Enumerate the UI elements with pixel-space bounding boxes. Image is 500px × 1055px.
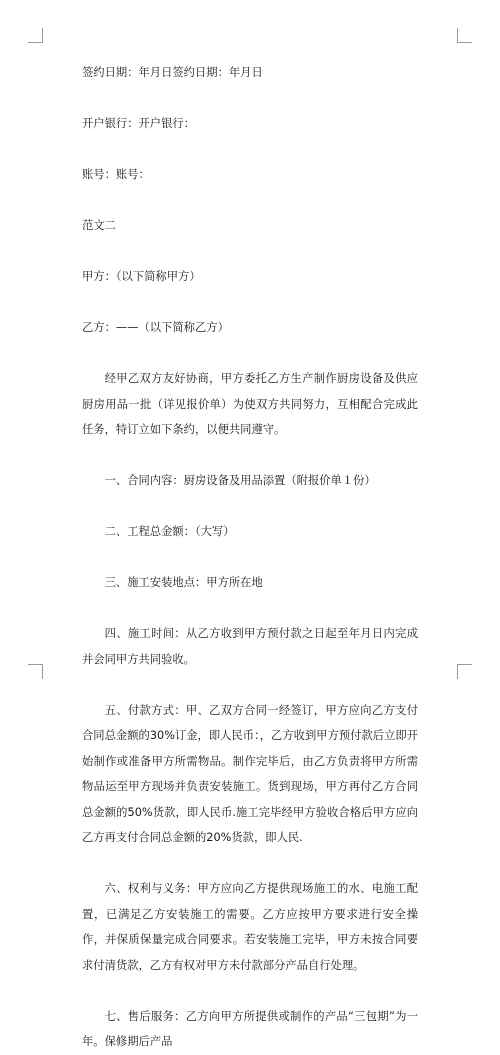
intro-paragraph: 经甲乙双方友好协商，甲方委托乙方生产制作厨房设备及供应厨房用品一批（详见报价单）为使双方共同努力，互相配合完成此任务，特订立如下条约，以便共同遵守。	[82, 372, 418, 436]
crop-mark-top-right	[457, 28, 472, 43]
clause-2: 二、工程总金额：（大写）	[104, 525, 235, 538]
account-line: 账号：账号：	[82, 168, 150, 181]
document-body	[82, 60, 418, 1055]
crop-mark-bottom-left	[28, 664, 43, 679]
clause-5: 五、付款方式：甲、乙双方合同一经签订，甲方应向乙方支付合同总金额的30%订金，即人民币：，乙方收到甲方预付款后立即开始制作或准备甲方所需物品。制作完毕后，由乙方负责将甲方所需物品运至甲方现场并负责安装施工。货到现场，甲方再付乙方合同总金额的50%货款，即人民币.施工完毕经甲方验收合格后甲方应向乙方再支付合同总金额的20%货款，即人民.	[82, 703, 418, 844]
party-a-line: 甲方：（以下简称甲方）	[82, 270, 201, 283]
clause-1: 一、合同内容：厨房设备及用品添置（附报价单１份）	[104, 474, 376, 487]
bank-line: 开户银行：开户银行：	[82, 117, 195, 130]
clause-7: 七、售后服务：乙方向甲方所提供或制作的产品“三包期”为一年。保修期后产品	[82, 1009, 418, 1048]
clause-3: 三、施工安装地点：甲方所在地	[104, 576, 263, 589]
crop-mark-top-left	[28, 28, 43, 43]
party-b-line: 乙方：——（以下简称乙方）	[82, 321, 229, 334]
clause-6: 六、权利与义务：甲方应向乙方提供现场施工的水、电施工配置，已满足乙方安装施工的需要。乙方应按甲方要求进行安全操作，并保质保量完成合同要求。若安装施工完毕，甲方未按合同要求付清货款，乙方有权对甲方未付款部分产品自行处理。	[82, 882, 418, 972]
signing-date-line: 签约日期：年月日签约日期：年月日	[82, 66, 263, 79]
crop-mark-bottom-right	[457, 664, 472, 679]
clause-4: 四、施工时间：从乙方收到甲方预付款之日起至年月日内完成并会同甲方共同验收。	[82, 627, 418, 666]
sample-title: 范文二	[82, 219, 116, 232]
